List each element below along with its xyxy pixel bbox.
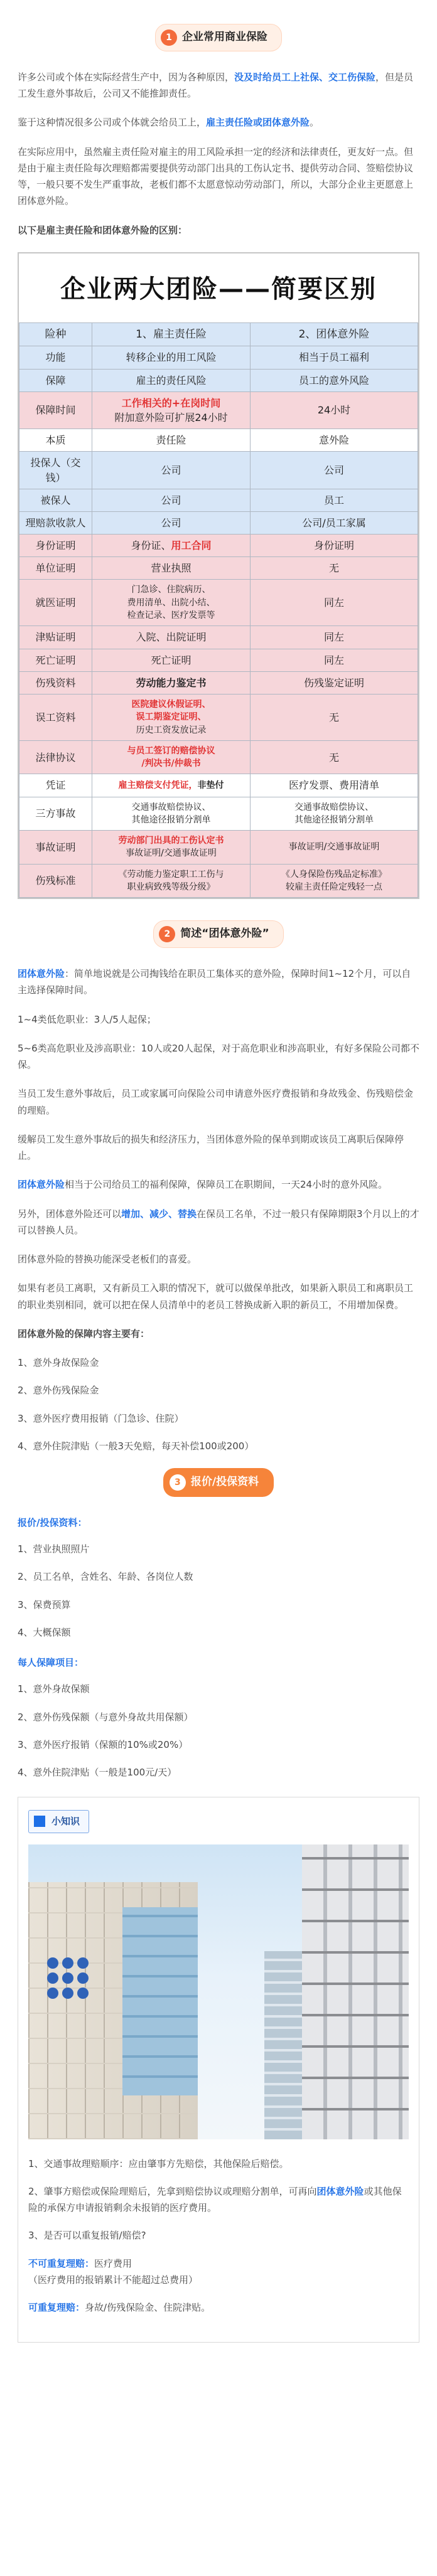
section-number: 3 [170,1474,186,1491]
table-row: 本质 责任险 意外险 [19,429,418,452]
intro-paragraph-3: 在实际应用中，虽然雇主责任险对雇主的用工风险承担一定的经济和法律责任，更友好一点。但是由于雇主责任险每次理赔都需要提供劳动部门出具的工伤认定书、提供劳动合同、签赔偿协议等，一般只要不发生严重事故，老板们都不太愿意惊动劳动部门，所以，大部分企业主更愿意上团体意外险。 [18,146,414,207]
tips-box [18,1797,419,2343]
team-paragraph: 当员工发生意外事故后，员工或家属可向保险公司申请意外医疗费报销和身故残金、伤残赔偿金的理赔。 [18,1088,414,1116]
table-row: 事故证明 劳动部门出具的工伤认定书 事故证明/交通事故证明 事故证明/交通事故证明 [19,831,418,865]
list-item: 4、意外住院津贴（一般是100元/天） [18,1767,177,1779]
table-row: 理赔款收款人 公司 公司/员工家属 [19,511,418,534]
section-number: 2 [159,926,175,942]
section-header-2 [18,920,419,948]
items-list [18,1681,419,1780]
team-paragraph: 缓解员工发生意外事故后的损失和经济压力，当团体意外险的保单到期或该员工离职后保障停止。 [18,1133,404,1162]
tips-title: 小知识 [51,1816,80,1828]
section-pill [163,1468,274,1497]
table-row: 伤残资料 劳动能力鉴定书 伤残鉴定证明 [19,671,418,694]
tip-item: 可重复理赔：身故/伤残保险金、住院津贴。 [28,2302,211,2314]
table-row: 凭证 雇主赔偿支付凭证，非垫付 医疗发票、费用清单 [19,774,418,797]
square-icon [34,1816,45,1827]
comparison-table-card [18,252,419,900]
section-header-3 [18,1468,419,1497]
table-row: 死亡证明 死亡证明 同左 [19,649,418,671]
compare-intro: 以下是雇主责任险和团体意外险的区别： [18,224,188,236]
table-row: 保障时间 工作相关的+在岗时间 附加意外险可扩展24小时 24小时 [19,391,418,428]
list-item: 1、意外身故保额 [18,1683,90,1695]
table-row: 被保人 公司 员工 [19,489,418,511]
list-item: 3、意外医疗报销（保额的10%或20%） [18,1738,188,1750]
building-photo [28,1844,409,2139]
table-row: 津贴证明 入院、出院证明 同左 [19,626,418,649]
team-paragraph: 团体意外险：简单地说就是公司掏钱给在职员工集体买的意外险，保障时间1~12个月，可以自主选择保障时间。 [18,968,411,996]
team-paragraph: 1~4类低危职业：3人/5人起保； [18,1013,156,1025]
tip-item: 2、肇事方赔偿或保险理赔后，先拿到赔偿协议或理赔分割单，可再向团体意外险或其他保险的承保方申请报销剩余未报销的医疗费用。 [28,2185,402,2214]
table-row: 三方事故 交通事故赔偿协议、 其他途径报销分割单 交通事故赔偿协议、 其他途径报销分割单 [19,797,418,831]
tip-item: 不可重复理赔：医疗费用 （医疗费用的报销累计不能超过总费用） [28,2257,198,2286]
list-item: 1、营业执照照片 [18,1543,90,1555]
tips-header [28,1810,89,1833]
list-item: 4、大概保额 [18,1626,71,1638]
coverage-list [18,1355,419,1454]
table-row: 险种 1、雇主责任险 2、团体意外险 [19,322,418,346]
section-number: 1 [161,29,177,46]
table-row: 误工资料 医院建议休假证明、 误工期鉴定证明、 历史工资发放记录 无 [19,694,418,740]
list-item: 3、意外医疗费用报销（门急诊、住院） [18,1412,184,1424]
list-item: 2、意外伤残保险金 [18,1385,99,1397]
table-row: 单位证明 营业执照 无 [19,557,418,580]
quote-heading: 报价/投保资料： [18,1516,87,1528]
section-pill [153,920,283,948]
list-item: 2、员工名单，含姓名、年龄、各岗位人数 [18,1571,193,1583]
team-paragraph: 团体意外险的替换功能深受老板们的喜爱。 [18,1253,197,1265]
list-item: 4、意外住院津贴（一般3天免赔，每天补偿100或200） [18,1440,254,1452]
list-item: 2、意外伤残保额（与意外身故共用保额） [18,1711,193,1723]
list-item: 1、意外身故保险金 [18,1357,99,1369]
intro-paragraph-2: 鉴于这种情况很多公司或个体就会给员工上，雇主责任险或团体意外险。 [18,117,320,129]
logo-dots [47,1957,89,1999]
building-right [302,1844,409,2139]
comparison-table [19,322,418,898]
team-paragraph: 如果有老员工离职，又有新员工入职的情况下，就可以做保单批改，如果新入职员工和离职员工的职业类别相同，就可以把在保人员清单中的老员工替换成新入职的新员工，不用增加保费。 [18,1282,414,1311]
table-row: 功能 转移企业的用工风险 相当于员工福利 [19,346,418,369]
intro-paragraph-1: 许多公司或个体在实际经营生产中，因为各种原因，没及时给员工上社保、交工伤保险，但是员工发生意外事故后，公司又不能推卸责任。 [18,71,414,99]
section-header-1 [18,24,419,51]
table-row: 保障 雇主的责任风险 员工的意外风险 [19,369,418,391]
tip-item: 3、是否可以重复报销/赔偿? [28,2230,146,2242]
building-left [28,1882,198,2139]
table-row: 伤残标准 《劳动能力鉴定职工工伤与 职业病致残等级分级》 《人身保险伤残品定标准》 较雇主责任险定残轻一点 [19,864,418,898]
highlight-text: 雇主责任险或团体意外险 [206,117,310,129]
building-mid [264,1951,302,2139]
section-title: 简述“团体意外险” [180,927,269,940]
section-pill [155,24,282,51]
table-row: 法律协议 与员工签订的赔偿协议 /判决书/仲裁书 无 [19,740,418,774]
tip-item: 1、交通事故理赔顺序：应由肇事方先赔偿，其他保险后赔偿。 [28,2158,289,2169]
coverage-heading: 团体意外险的保障内容主要有： [18,1328,150,1339]
quote-list [18,1541,419,1641]
team-paragraph: 5~6类高危职业及涉高职业：10人或20人起保，对于高危职业和涉高职业，有好多保险公司都不保。 [18,1042,419,1071]
table-row: 就医证明 门急诊、住院病历、 费用清单、出院小结、 检查记录、医疗发票等 同左 [19,580,418,626]
list-item: 3、保费预算 [18,1599,71,1610]
comparison-title: 企业两大团险——简要区别 [60,274,377,304]
section-title: 报价/投保资料 [190,1476,259,1489]
table-row: 投保人（交钱） 公司 公司 [19,452,418,489]
team-paragraph: 团体意外险相当于公司给员工的福利保障，保障员工在职期间，一天24小时的意外风险。 [18,1179,388,1191]
items-heading: 每人保障项目： [18,1657,84,1669]
team-paragraph: 另外，团体意外险还可以增加、减少、替换在保员工名单，不过一般只有保障期限3个月以上的才可以替换人员。 [18,1208,419,1236]
section-title: 企业常用商业保险 [182,31,267,43]
table-row: 身份证明 身份证、用工合同 身份证明 [19,535,418,557]
highlight-text: 没及时给员工上社保、交工伤保险 [234,71,376,83]
